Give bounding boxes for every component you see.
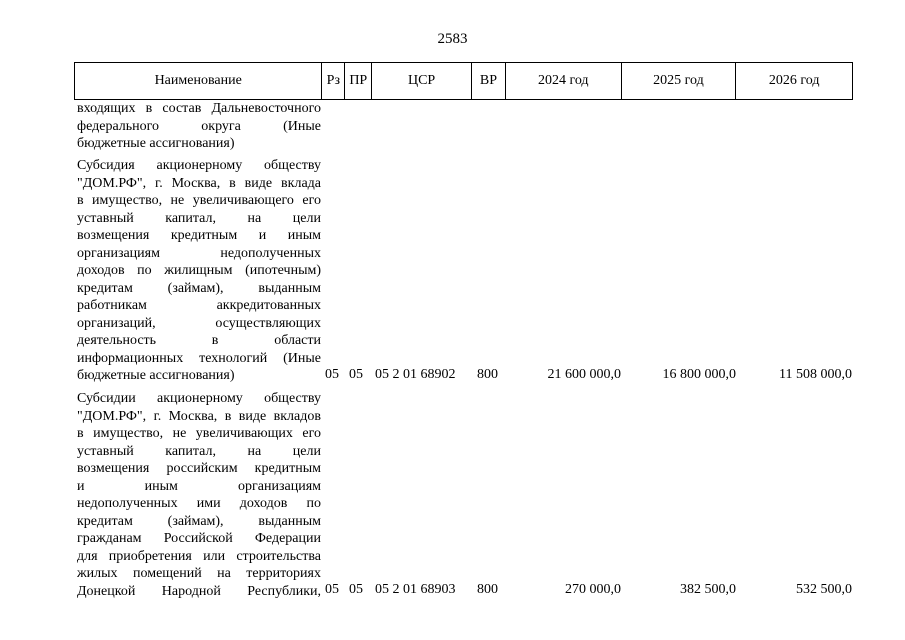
cell-csr: 05 2 01 68902 [375,367,456,382]
cell-csr: 05 2 01 68903 [375,582,456,597]
row-name [77,157,321,385]
table-header [74,62,853,100]
name-line: Субсидия акционерному обществу [77,158,321,173]
name-line: доходов по жилищным (ипотечным) [77,263,321,278]
cell-pr: 05 [349,582,363,597]
header-name: Наименование [75,63,322,99]
name-line: жилых помещений на территориях [77,566,321,581]
row-values [74,582,853,600]
name-line: работникам аккредитованных [77,298,321,313]
cell-vr: 800 [477,367,498,382]
name-line: недополученных ими доходов по [77,496,321,511]
name-line: бюджетные ассигнования) [77,368,235,383]
name-line: Донецкой Народной Республики, [77,583,321,599]
name-line: деятельность в области [77,333,321,348]
name-line: гражданам Российской Федерации [77,531,321,546]
name-line: кредитам (займам), выданным [77,280,321,296]
row-values [74,367,853,385]
cell-2026: 532 500,0 [796,582,852,597]
cell-rz: 05 [325,367,339,382]
name-line: Субсидии акционерному обществу [77,391,321,406]
cell-vr: 800 [477,582,498,597]
name-line: в имущество, не увеличивающего его [77,193,321,208]
cell-pr: 05 [349,367,363,382]
cell-rz: 05 [325,582,339,597]
cell-2024: 21 600 000,0 [547,367,621,382]
cell-2026: 11 508 000,0 [779,367,852,382]
name-line: в имущество, не увеличивающих его [77,426,321,441]
row-name [77,390,321,600]
header-2024: 2024 год [506,63,622,99]
name-line: федерального округа (Иные [77,118,321,134]
name-line: бюджетные ассигнования) [77,136,235,151]
name-line: и иным организациям [77,478,321,494]
name-line: информационных технологий (Иные [77,350,321,366]
name-line: кредитам (займам), выданным [77,513,321,529]
name-line: "ДОМ.РФ", г. Москва, в виде вкладов [77,408,321,424]
header-rz: Рз [322,63,345,99]
header-pr: ПР [345,63,372,99]
header-2026: 2026 год [768,73,820,88]
name-line: организаций, осуществляющих [77,315,321,331]
name-line: уставный капитал, на цели [77,210,321,226]
row-name [77,100,321,153]
cell-2025: 16 800 000,0 [662,367,736,382]
name-line: для приобретения или строительства [77,548,321,564]
name-line: возмещения кредитным и иным [77,228,321,243]
header-2025: 2025 год [622,63,737,99]
header-vr: ВР [472,63,506,99]
page-number: 2583 [437,31,468,47]
header-csr: ЦСР [372,63,472,99]
cell-2024: 270 000,0 [565,582,621,597]
name-line: "ДОМ.РФ", г. Москва, в виде вклада [77,175,321,191]
name-line: входящих в состав Дальневосточного [77,101,321,116]
cell-2025: 382 500,0 [680,582,736,597]
name-line: возмещения российским кредитным [77,461,321,476]
name-line: организациям недополученных [77,245,321,261]
name-line: уставный капитал, на цели [77,443,321,459]
